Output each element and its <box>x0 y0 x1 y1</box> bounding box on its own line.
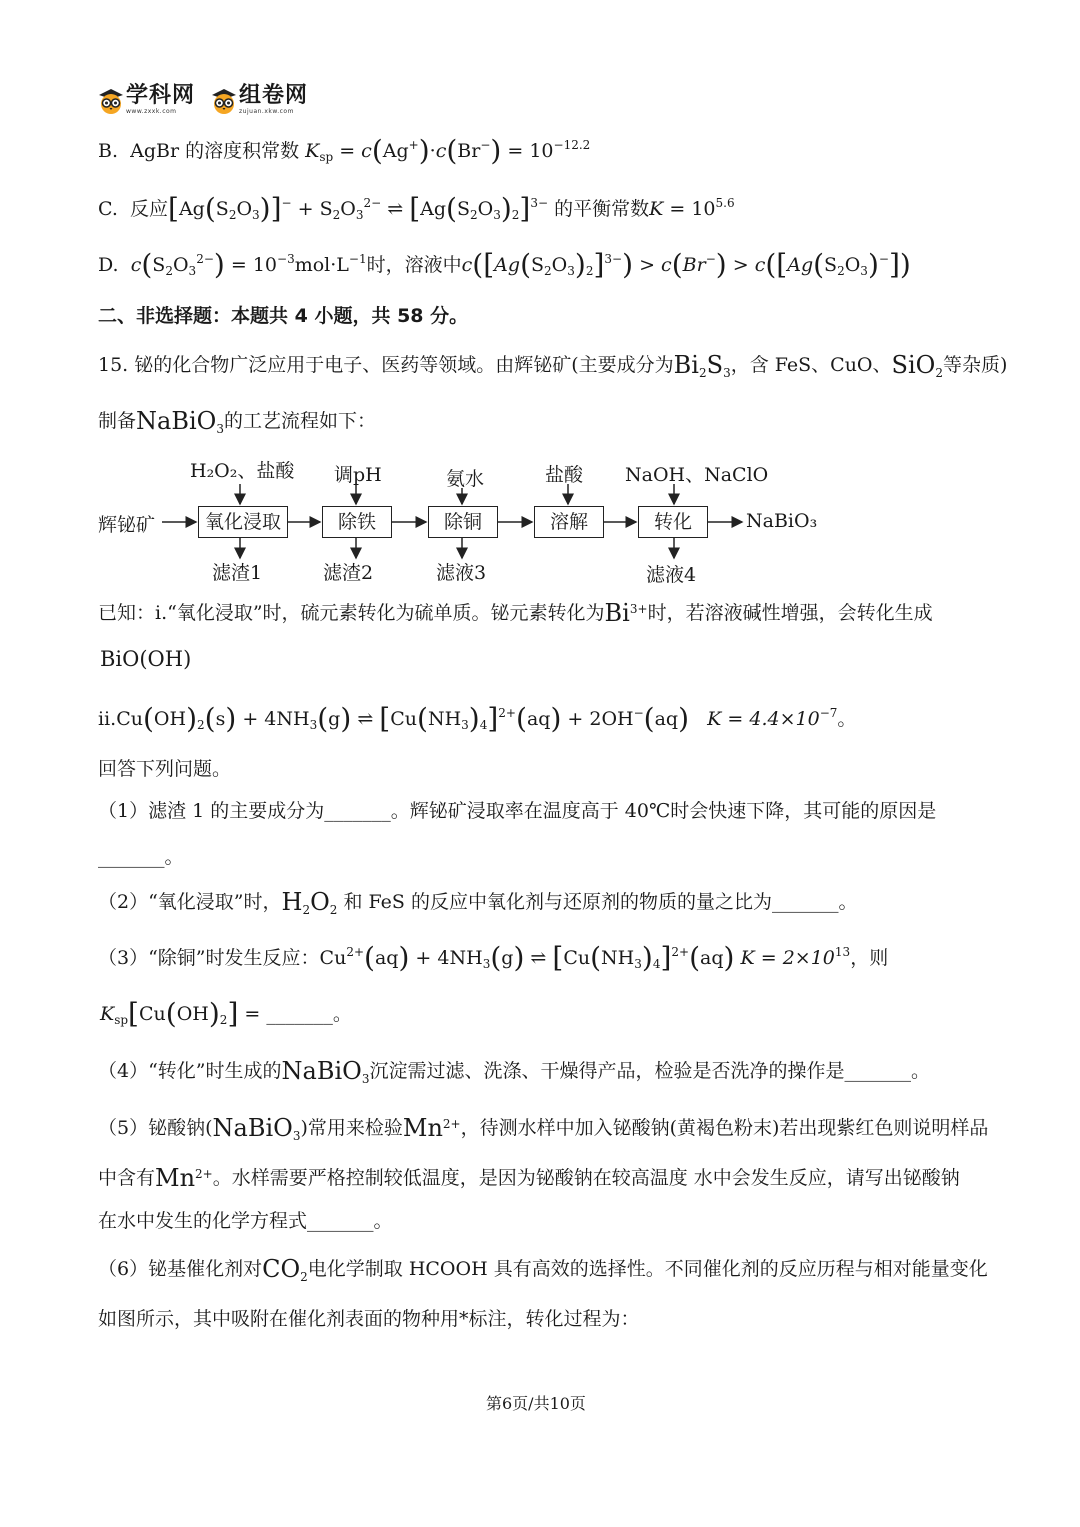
question-4: （4）“转化”时生成的NaBiO$_3$沉淀需过滤、洗涤、干燥得产品，检验是否洗净的操作是_______。 <box>98 1057 930 1086</box>
logo-right-name: 组卷网 <box>239 83 309 108</box>
question-3-line2: $K_{sp}[Cu(OH)_2]$ = _______。 <box>100 997 352 1030</box>
question-6-line1: （6）铋基催化剂对$CO_2$电化学制取 HCOOH 具有高效的选择性。不同催化剂的反应历程与相对能量变化 <box>98 1255 988 1284</box>
section-heading: 二、非选择题：本题共 4 小题，共 58 分。 <box>98 305 469 327</box>
question-3-line1: （3）“除铜”时发生反应：$Cu^{2+}(aq) + 4NH_3(g)$ ⇌ $[Cu(NH_3)_4]^{2+}(aq) K = 2\times 10^{13}$，则 <box>98 941 889 974</box>
logo-zujuan <box>209 85 308 115</box>
q15-intro-line1: 15. 铋的化合物广泛应用于电子、医药等领域。由辉铋矿(主要成分为$Bi_2S_3$，含 FeS、CuO、SiO$_2$等杂质) <box>98 351 1008 380</box>
flow-step-remove-copper: 除铜 <box>428 506 498 538</box>
logo-right-url: zujuan.xkw.com <box>239 108 294 115</box>
flow-step-remove-iron: 除铁 <box>322 506 392 538</box>
question-5-line3: 在水中发生的化学方程式_______。 <box>98 1210 393 1232</box>
known-i: 已知：ⅰ.“氧化浸取”时，硫元素转化为硫单质。铋元素转化为$Bi^{3+}$时，若溶液碱性增强，会转化生成 <box>98 599 933 627</box>
option-b: B. AgBr 的溶度积常数 $K_{sp} = c(Ag^+)\cdot c(Br^-) = 10^{-12.2}$ <box>98 134 591 167</box>
option-d: D. $c(S_2O_3^{2-}) = 10^{-3}mol\cdot L^{-1}$时，溶液中$c([Ag(S_2O_3)_2]^{3-}) > c(Br^-) > c([Ag(S_2O_3)^-])$ <box>98 248 911 281</box>
flow-reagent-2: 调pH <box>334 464 382 486</box>
owl-logo-icon <box>209 85 239 115</box>
logo-left-name: 学科网 <box>126 83 196 108</box>
flow-product: NaBiO₃ <box>746 510 818 532</box>
question-1-line2: _______。 <box>98 846 184 868</box>
flow-step-oxidative-leach: 氧化浸取 <box>198 506 288 538</box>
question-5-line1: （5）铋酸钠(NaBiO$_3$)常用来检验$Mn^{2+}$，待测水样中加入铋酸钠(黄褐色粉末)若出现紫红色则说明样品 <box>98 1114 989 1143</box>
flow-step-dissolve: 溶解 <box>534 506 604 538</box>
header-logo <box>96 80 322 120</box>
flow-reagent-1: H₂O₂、盐酸 <box>190 460 295 482</box>
logo-left-url: www.zxxk.com <box>126 108 177 115</box>
flow-output-1: 滤渣1 <box>212 562 263 584</box>
flow-start-label: 辉铋矿 <box>98 514 156 536</box>
q15-intro-line2: 制备NaBiO$_3$的工艺流程如下： <box>98 407 376 436</box>
known-ii: $ⅱ.Cu(OH)_2(s) + 4NH_3(g)$ ⇌ $[Cu(NH_3)_4]^{2+}(aq) + 2OH^-(aq)$ $K = 4.4\times 10^{-7}$。 <box>98 702 857 735</box>
answer-prompt: 回答下列问题。 <box>98 758 232 780</box>
flow-step-convert: 转化 <box>638 506 708 538</box>
owl-logo-icon <box>96 85 126 115</box>
question-2: （2）“氧化浸取”时，$H_2O_2$ 和 FeS 的反应中氧化剂与还原剂的物质的量之比为_______。 <box>98 888 858 917</box>
question-1-line1: （1）滤渣 1 的主要成分为_______。辉铋矿浸取率在温度高于 40℃时会快速下降，其可能的原因是 <box>98 800 937 822</box>
logo-zxxk <box>96 85 195 115</box>
flow-reagent-4: 盐酸 <box>545 464 584 486</box>
flow-output-4: 滤液4 <box>646 564 697 586</box>
flow-output-3: 滤液3 <box>436 562 487 584</box>
question-6-line2: 如图所示，其中吸附在催化剂表面的物种用*标注，转化过程为： <box>98 1308 640 1330</box>
flow-reagent-5: NaOH、NaClO <box>625 464 769 486</box>
known-i-product: BiO(OH) <box>100 647 192 671</box>
flow-output-2: 滤渣2 <box>323 562 374 584</box>
question-5-line2: 中含有$Mn^{2+}$。水样需要严格控制较低温度，是因为铋酸钠在较高温度 水中会发生反应，请写出铋酸钠 <box>98 1164 960 1192</box>
option-c: C. 反应$[Ag(S_2O_3)]^- + S_2O_3^{2-}$ ⇌ $[Ag(S_2O_3)_2]^{3-}$ 的平衡常数$K = 10^{5.6}$ <box>98 192 735 225</box>
flow-reagent-3: 氨水 <box>446 468 485 490</box>
page-footer: 第6页/共10页 <box>486 1394 586 1413</box>
